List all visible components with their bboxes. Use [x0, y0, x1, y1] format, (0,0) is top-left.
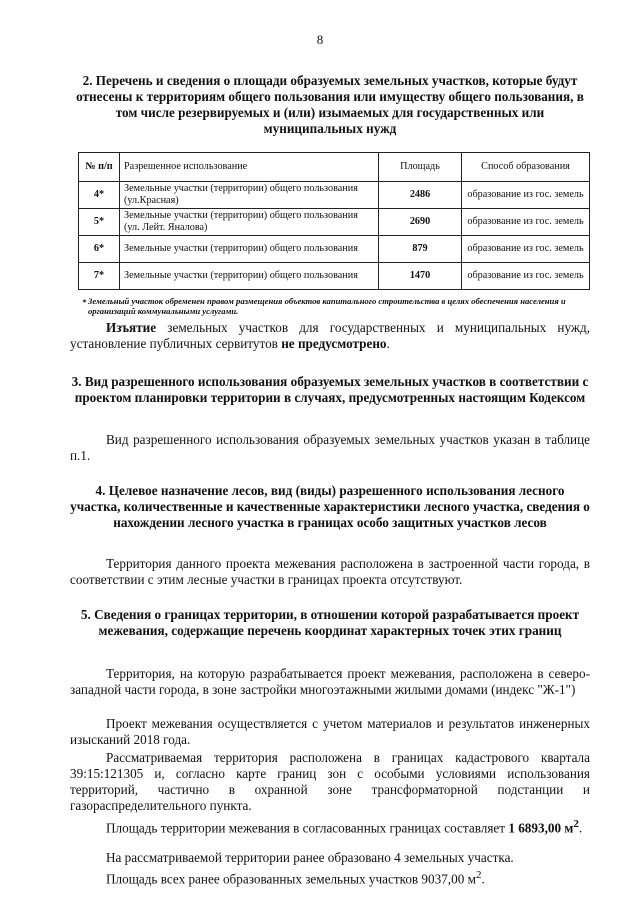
unit-superscript: 2 — [573, 818, 579, 830]
section-5-paragraph-5 — [70, 850, 590, 866]
col-header-num: № п/п — [79, 153, 120, 182]
paragraph-text: Площадь территории межевания в согласованных границах составляет — [106, 820, 509, 836]
section-5-paragraph-3 — [70, 750, 590, 814]
row-area: 1470 — [379, 263, 462, 290]
row-method: образование из гос. земель — [462, 182, 590, 209]
unit-superscript: 2 — [475, 869, 482, 881]
emphasis-not-provided: не предусмотрено — [281, 336, 387, 351]
table-row — [79, 236, 590, 263]
row-use: Земельные участки (территории) общего пользования — [120, 236, 379, 263]
parcels-table — [78, 152, 590, 290]
row-use: Земельные участки (территории) общего пользования (ул. Лейт. Яналова) — [120, 209, 379, 236]
section-5-paragraph-2 — [70, 716, 590, 748]
section-5-paragraph-6 — [70, 867, 590, 887]
table-row — [79, 209, 590, 236]
page-number: 8 — [316, 32, 324, 47]
territory-area-value: 1 6893,00 м — [508, 820, 574, 836]
paragraph-text: Территория, на которую разрабатывается проект межевания, расположена в северо-западной части города, в зоне застройки многоэтажными жилыми домами (индекс "Ж-1") — [70, 666, 590, 697]
table-footnote — [82, 296, 568, 316]
section-4-heading: 4. Целевое назначение лесов, вид (виды) разрешенного использования лесного участка, количественные и качественные характеристики лесного участка, сведения о нахождении лесного участка в границах особо защитных участков лесов — [70, 483, 590, 530]
table-header-row — [79, 153, 590, 182]
footnote-text: Земельный участок обременен правом размещения объектов капитального строительства в целях обеспечения населения и организаций коммунальными услугами. — [88, 296, 566, 316]
row-num: 7* — [79, 263, 120, 290]
row-num: 5* — [79, 209, 120, 236]
row-use: Земельные участки (территории) общего пользования — [120, 263, 379, 290]
row-num: 4* — [79, 182, 120, 209]
paragraph-text: Территория данного проекта межевания расположена в застроенной части города, в соответствии с этим лесные участки в границах проекта отсутствуют. — [70, 556, 590, 587]
col-header-area: Площадь — [379, 153, 462, 182]
table-row — [79, 263, 590, 290]
paragraph-end: . — [578, 820, 583, 836]
col-header-method: Способ образования — [462, 153, 590, 182]
section-5-paragraph-1 — [70, 666, 590, 698]
section-2-heading: 2. Перечень и сведения о площади образуемых земельных участков, которые будут отнесены к территориям общего пользования или имуществу общего пользования, в том числе резервируемых и (или) изымаемых для государственных или муниципальных нужд — [76, 73, 584, 136]
row-method: образование из гос. земель — [462, 236, 590, 263]
footnote-star: * — [82, 297, 87, 307]
row-num: 6* — [79, 236, 120, 263]
section-3-paragraph — [70, 432, 590, 464]
paragraph-text: Проект межевания осуществляется с учетом материалов и результатов инженерных изысканий 2018 года. — [70, 716, 590, 747]
row-area: 2690 — [379, 209, 462, 236]
section-2-paragraph — [70, 320, 590, 352]
table-row — [79, 182, 590, 209]
paragraph-end: . — [481, 871, 485, 887]
paragraph-text: Рассматриваемая территория расположена в границах кадастрового квартала 39:15:121305 и, согласно карте границ зон с особыми условиями использования территорий, частично в охранной зоне трансформаторной подстанции и газораспределительного пункта. — [70, 750, 590, 813]
paragraph-text: Площадь всех ранее образованных земельных участков 9037,00 м — [106, 871, 476, 887]
section-4-paragraph — [70, 556, 590, 588]
section-3-heading: 3. Вид разрешенного использования образуемых земельных участков в соответствии с проектом планировки территории в случаях, предусмотренных настоящим Кодексом — [71, 374, 589, 405]
section-5-paragraph-4 — [70, 816, 590, 836]
section-5-heading: 5. Сведения о границах территории, в отношении которой разрабатывается проект межевания, содержащие перечень координат характерных точек этих границ — [80, 607, 580, 638]
emphasis-seizure: Изъятие — [106, 320, 157, 335]
paragraph-text: На рассматриваемой территории ранее образовано 4 земельных участка. — [106, 850, 514, 865]
row-area: 879 — [379, 236, 462, 263]
row-area: 2486 — [379, 182, 462, 209]
paragraph-text: земельных участков для государственных и муниципальных нужд, установление публичных сервитутов — [70, 320, 590, 351]
row-use: Земельные участки (территории) общего пользования (ул.Красная) — [120, 182, 379, 209]
row-method: образование из гос. земель — [462, 263, 590, 290]
paragraph-end: . — [386, 336, 390, 351]
col-header-use: Разрешенное использование — [120, 153, 379, 182]
row-method: образование из гос. земель — [462, 209, 590, 236]
paragraph-text: Вид разрешенного использования образуемых земельных участков указан в таблице п.1. — [70, 432, 590, 463]
